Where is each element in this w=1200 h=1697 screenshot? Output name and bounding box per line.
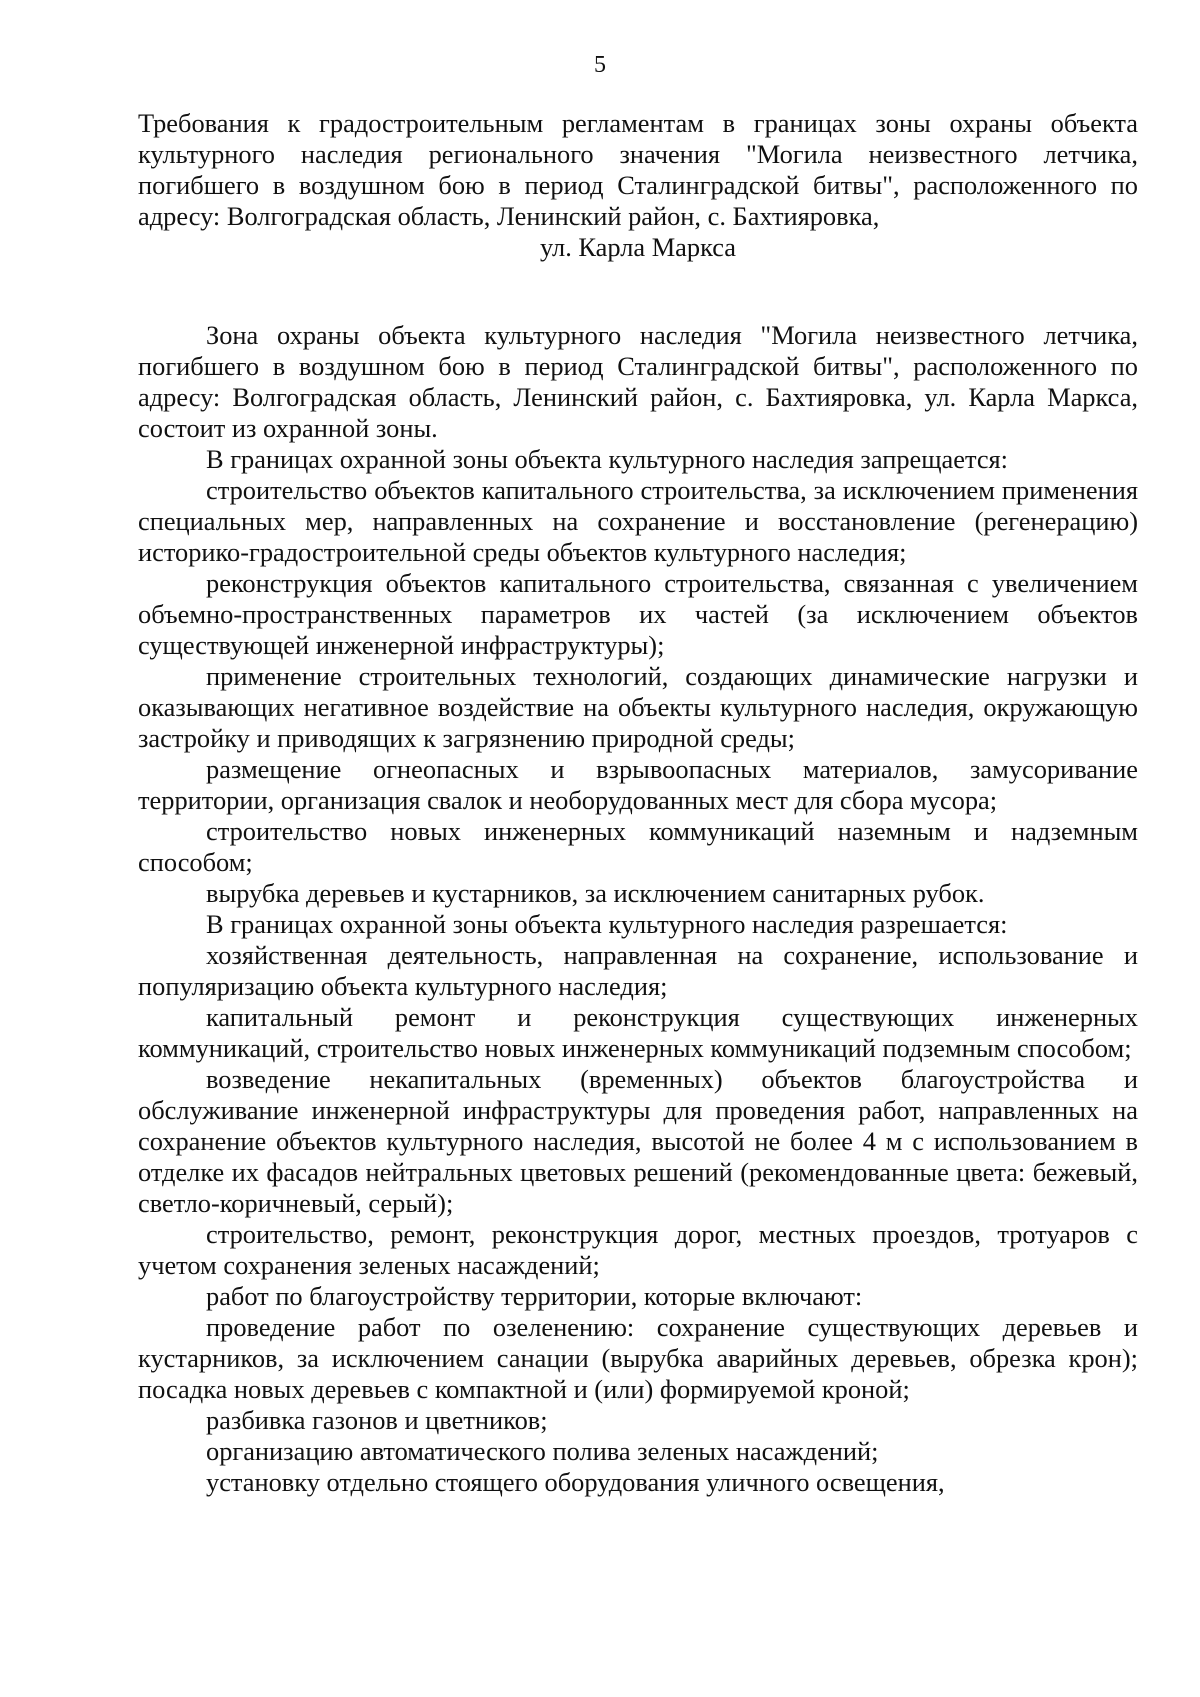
list-item: строительство, ремонт, реконструкция дорог, местных проездов, тротуаров с учетом сохранения зеленых насаждений; <box>138 1219 1138 1280</box>
paragraph-permitted-intro: В границах охранной зоны объекта культурного наследия разрешается: <box>206 909 1008 939</box>
list-item: размещение огнеопасных и взрывоопасных материалов, замусоривание территории, организация свалок и необорудованных мест для сбора мусора; <box>138 754 1138 815</box>
list-item: капитальный ремонт и реконструкция существующих инженерных коммуникаций, строительство новых инженерных коммуникаций подземным способом; <box>138 1002 1138 1063</box>
document-heading: Требования к градостроительным регламентам в границах зоны охраны объекта культурного наследия регионального значения "Могила неизвестного летчика, погибшего в воздушном бою в период Сталинградской битвы", расположенного по адресу: Волгоградская область, Ленинский район, с. Бахтияровка, <box>138 108 1138 231</box>
list-item: установку отдельно стоящего оборудования уличного освещения, <box>206 1467 945 1497</box>
list-item: возведение некапитальных (временных) объектов благоустройства и обслуживание инженерной инфраструктуры для проведения работ, направленных на сохранение объектов культурного наследия, высотой не более 4 м с использованием в отделке их фасадов нейтральных цветовых решений (рекомендованные цвета: бежевый, светло-коричневый, серый); <box>138 1064 1138 1218</box>
list-item: применение строительных технологий, создающих динамические нагрузки и оказывающих негативное воздействие на объекты культурного наследия, окружающую застройку и приводящих к загрязнению природной среды; <box>138 661 1138 753</box>
list-item: строительство объектов капитального строительства, за исключением применения специальных мер, направленных на сохранение и восстановление (регенерацию) историко-градостроительной среды объектов культурного наследия; <box>138 475 1138 567</box>
document-body <box>138 108 1138 1498</box>
heading-spacer <box>138 263 1138 320</box>
list-item: работ по благоустройству территории, которые включают: <box>206 1281 863 1311</box>
paragraph-prohibited-intro: В границах охранной зоны объекта культурного наследия запрещается: <box>206 444 1009 474</box>
list-item: строительство новых инженерных коммуникаций наземным и надземным способом; <box>138 816 1138 877</box>
list-item: разбивка газонов и цветников; <box>206 1405 548 1435</box>
document-heading-last-line: ул. Карла Маркса <box>540 232 736 262</box>
list-item: вырубка деревьев и кустарников, за исключением санитарных рубок. <box>206 878 985 908</box>
list-item: хозяйственная деятельность, направленная на сохранение, использование и популяризацию объекта культурного наследия; <box>138 940 1138 1001</box>
list-item: организацию автоматического полива зеленых насаждений; <box>206 1436 879 1466</box>
list-item: реконструкция объектов капитального строительства, связанная с увеличением объемно-пространственных параметров их частей (за исключением объектов существующей инженерной инфраструктуры); <box>138 568 1138 660</box>
paragraph-zone-description: Зона охраны объекта культурного наследия "Могила неизвестного летчика, погибшего в воздушном бою в период Сталинградской битвы", расположенного по адресу: Волгоградская область, Ленинский район, с. Бахтияровка, ул. Карла Маркса, состоит из охранной зоны. <box>138 320 1138 443</box>
list-item: проведение работ по озеленению: сохранение существующих деревьев и кустарников, за исключением санации (вырубка аварийных деревьев, обрезка крон); посадка новых деревьев с компактной и (или) формируемой кроной; <box>138 1312 1138 1404</box>
page-number: 5 <box>594 52 606 78</box>
